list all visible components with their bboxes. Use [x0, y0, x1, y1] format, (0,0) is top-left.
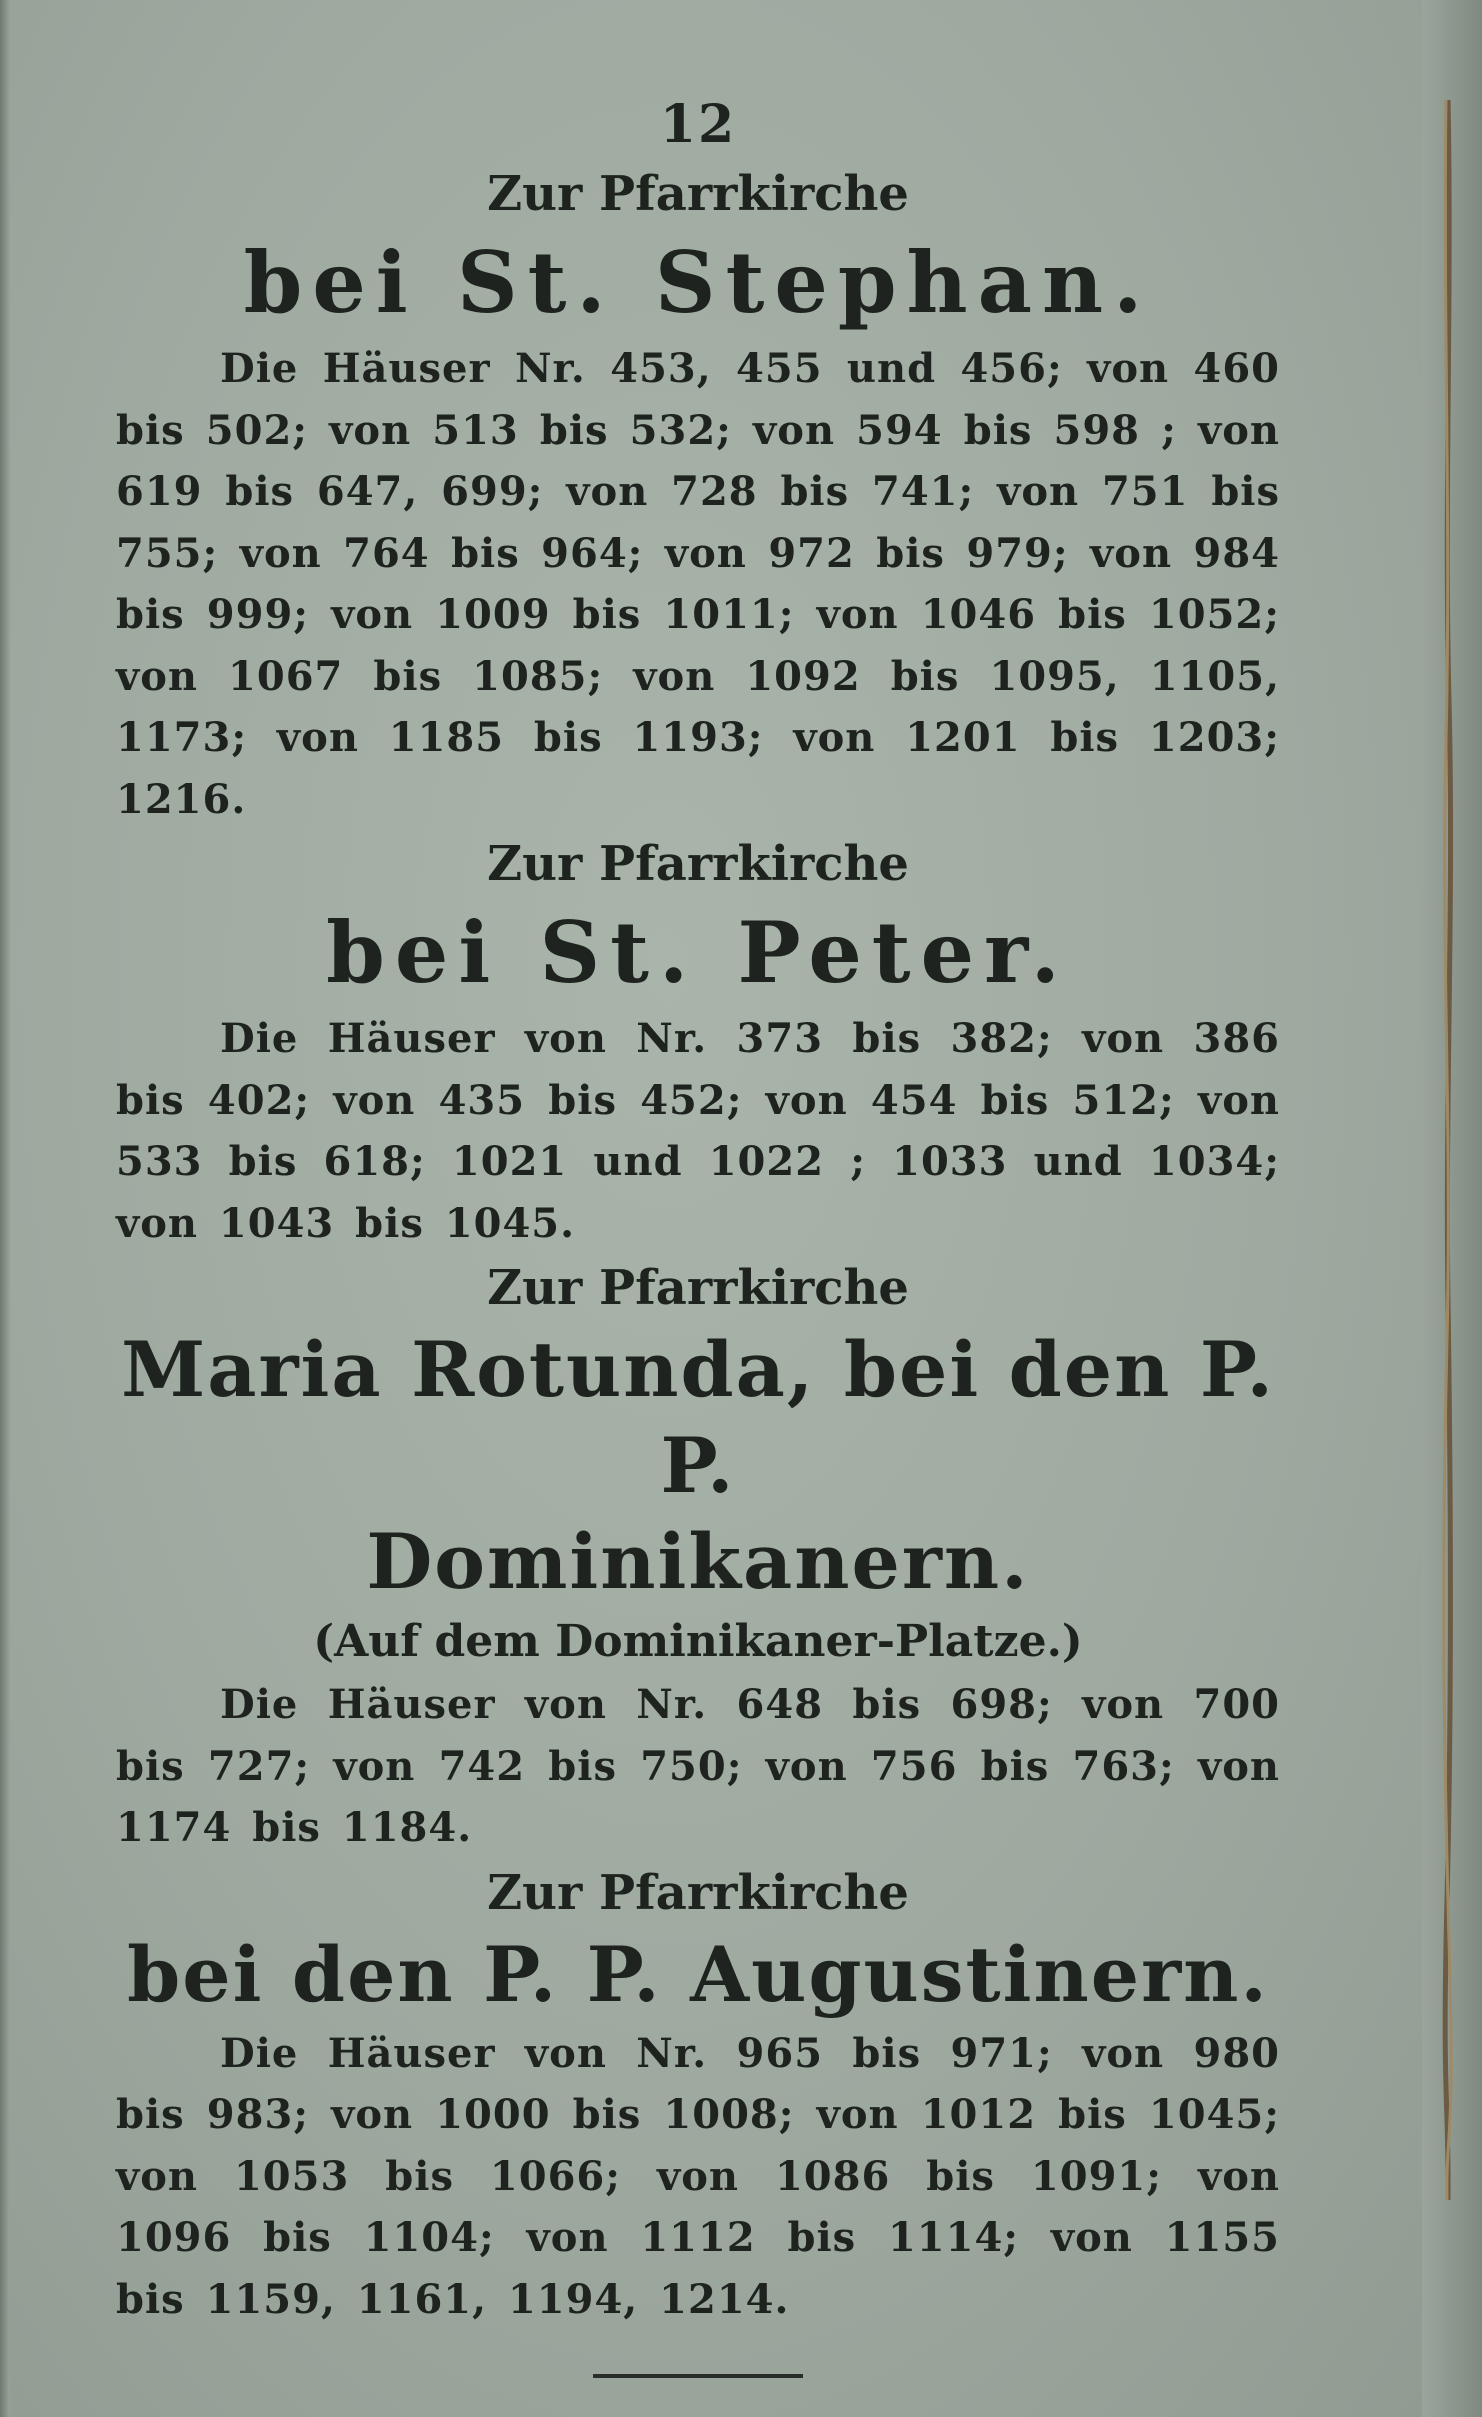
page-number: 12 [659, 94, 737, 155]
section-augustinern [116, 1859, 1280, 2331]
binding-thread-icon [1440, 100, 1456, 2200]
section-intro: Zur Pfarrkirche [487, 1260, 909, 1316]
section-title: Maria Rotunda, bei den P. P. [121, 1325, 1275, 1510]
section-body: Die Häuser Nr. 453, 455 und 456; von 460 bis 502; von 513 bis 532; von 594 bis 598 ; von 619 bis 647, 699; von 728 bis 741; von 751 bis 755; von 764 bis 964; von 972 bis 979; von 984 bis 999; von 1009 bis 1011; von 1046 bis 1052; von 1067 bis 1085; von 1092 bis 1095, 1105, 1173; von 1185 bis 1193; von 1201 bis 1203; 1216. [116, 345, 1280, 823]
section-maria-rotunda [116, 1254, 1280, 1859]
section-body: Die Häuser von Nr. 373 bis 382; von 386 bis 402; von 435 bis 452; von 454 bis 512; von 533 bis 618; 1021 und 1022 ; 1033 und 1034; von 1043 bis 1045. [116, 1015, 1280, 1247]
page-left-edge [0, 0, 10, 2417]
section-intro: Zur Pfarrkirche [487, 836, 909, 892]
section-intro: Zur Pfarrkirche [487, 166, 909, 222]
section-body: Die Häuser von Nr. 965 bis 971; von 980 bis 983; von 1000 bis 1008; von 1012 bis 1045; von 1053 bis 1066; von 1086 bis 1091; von 1096 bis 1104; von 1112 bis 1114; von 1155 bis 1159, 1161, 1194, 1214. [116, 2029, 1280, 2323]
section-title: bei St. Stephan. [243, 233, 1153, 332]
closing-divider [593, 2374, 803, 2378]
page-text [116, 90, 1280, 2378]
section-note: (Auf dem Dominikaner-Platze.) [313, 1616, 1083, 1667]
section-title-continued: Dominikanern. [366, 1517, 1030, 1606]
section-st-stephan [116, 160, 1280, 830]
section-body: Die Häuser von Nr. 648 bis 698; von 700 bis 727; von 742 bis 750; von 756 bis 763; von 1174 bis 1184. [116, 1681, 1280, 1851]
section-st-peter [116, 830, 1280, 1254]
section-intro: Zur Pfarrkirche [487, 1864, 909, 1921]
section-title: bei den P. P. Augustinern. [127, 1929, 1269, 2019]
section-title: bei St. Peter. [326, 903, 1070, 1002]
